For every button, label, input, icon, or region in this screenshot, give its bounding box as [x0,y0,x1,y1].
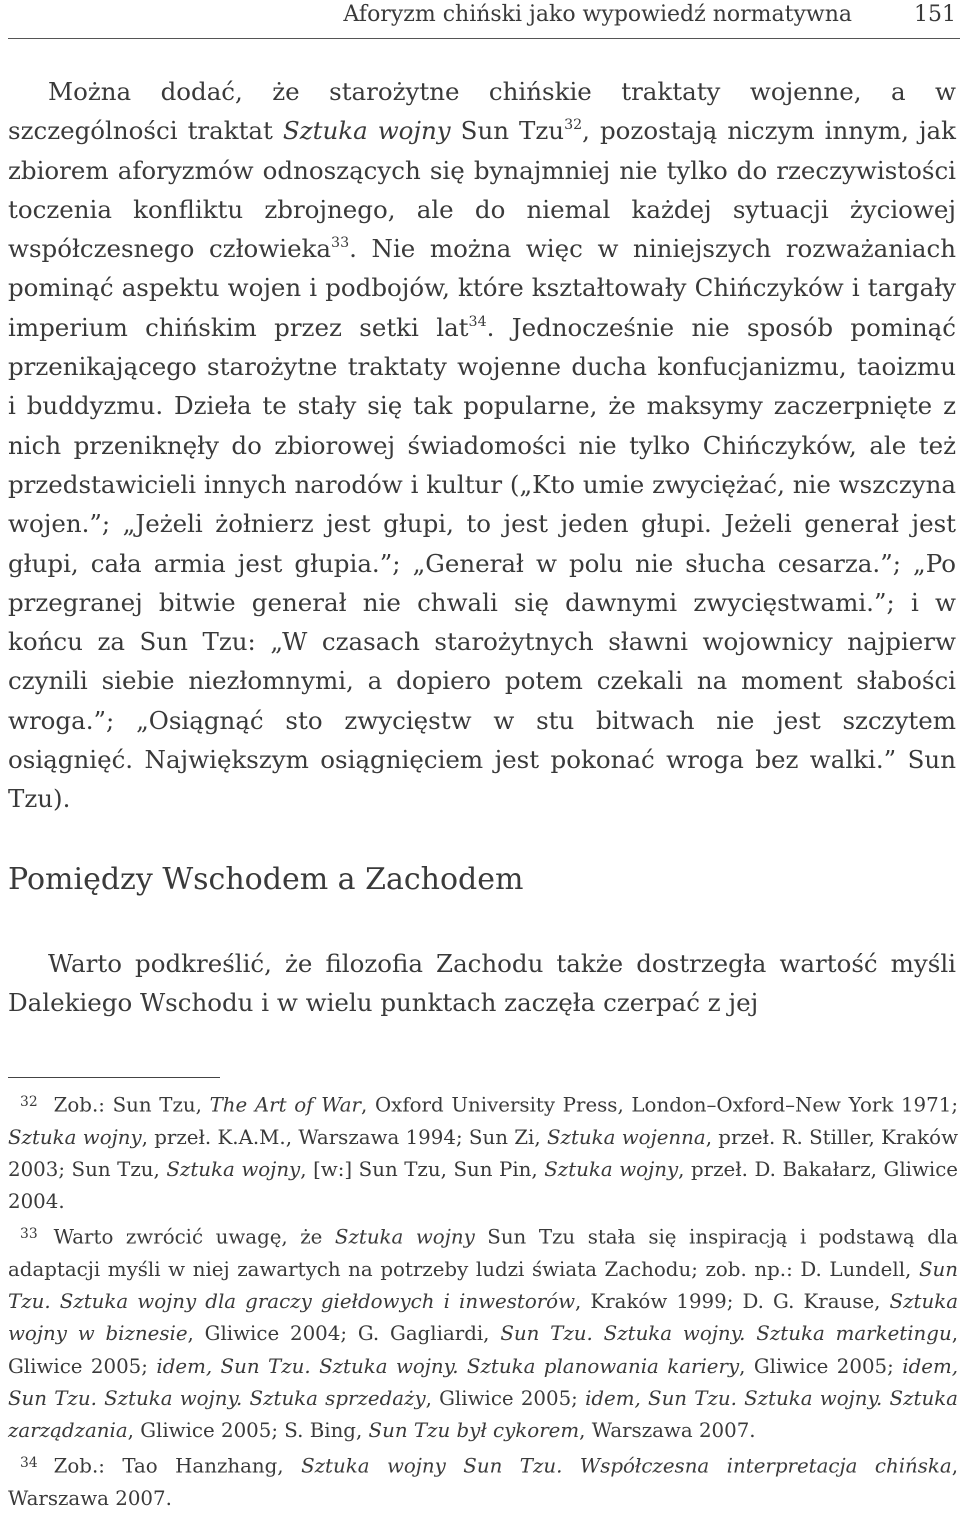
p1-text-4: . Nie można więc w niniejszych rozważaniach pominąć aspektu wojen i podbojów, które kształtowały Chińczyków i targały imperium chińskim przez setki lat [8,234,956,342]
fn-text: , przeł. R. Stiller, Kraków 2003; Sun Tzu, [8,1125,958,1181]
fn-italic: Sztuka wojny [334,1225,475,1249]
fn-text: , Oxford University Press, London–Oxford–New York 1971; [361,1093,958,1117]
fn-text: , Warszawa 2007. [8,1454,958,1511]
footnote-ref-33[interactable]: 33 [331,235,350,252]
fn-text: , Warszawa 2007. [579,1419,756,1443]
fn-italic: Sztuka wojny w biznesie [8,1290,958,1346]
p1-italic-title: Sztuka wojny [282,116,451,146]
running-title: Aforyzm chiński jako wypowiedź normatywna [343,2,852,27]
footnote-ref-34[interactable]: 34 [468,313,487,330]
fn-text: , Gliwice 2005; [8,1322,958,1378]
footnote-ref-32[interactable]: 32 [564,117,583,134]
fn-text: Zob.: Sun Tzu, [53,1093,210,1117]
footnote-separator [8,1077,220,1078]
fn-italic: idem, Sun Tzu. Sztuka wojny. Sztuka zarządzania [8,1386,958,1443]
fn-italic: Sztuka wojny [544,1157,679,1181]
footnote-34 [8,1447,958,1515]
fn-text: , [w:] Sun Tzu, Sun Pin, [300,1157,545,1181]
fn-text: , Gliwice 2004; G. Gagliardi, [187,1322,501,1346]
page-number: 151 [914,2,956,27]
fn-italic: idem, Sun Tzu. Sztuka wojny. Sztuka sprzedaży [8,1354,958,1410]
footnotes [8,1086,958,1515]
footnote-number: 34 [20,1455,38,1472]
fn-italic: Sun Tzu. Sztuka wojny dla graczy giełdowych i inwestorów [8,1258,958,1314]
footnote-32 [8,1086,958,1218]
body-paragraph-1 [8,72,956,819]
fn-text: , przeł. D. Bakałarz, Gliwice 2004. [8,1157,959,1214]
fn-italic: Sztuka wojny [166,1157,301,1181]
fn-italic: Sun Tzu. Sztuka wojny. Sztuka marketingu [500,1322,952,1346]
fn-text: Sun Tzu stała się inspiracją i podstawą dla adaptacji myśli w niej zawartych na potrzeby ludzi świata Zachodu; zob. np.: D. Lundell, [8,1225,958,1282]
fn-text: , Gliwice 2005; [425,1386,586,1410]
body-paragraph-2: Warto podkreślić, że filozofia Zachodu także dostrzegła wartość myśli Dalekiego Wschodu i w wielu punktach zaczęła czerpać z jej [8,949,956,1018]
fn-italic: Sztuka wojny Sun Tzu. Współczesna interpretacja chińska [301,1454,952,1478]
fn-italic: Sun Tzu był cykorem [368,1419,580,1443]
fn-text: , przeł. K.A.M., Warszawa 1994; Sun Zi, [141,1125,547,1149]
footnote-number: 33 [20,1226,38,1243]
p1-text-1: Można dodać, że starożytne chińskie traktaty wojenne, a w szczególności traktat [8,77,956,146]
section-heading: Pomiędzy Wschodem a Zachodem [8,862,524,897]
fn-text: Warto zwrócić uwagę, że [53,1225,335,1249]
fn-text: , Kraków 1999; D. G. Krause, [575,1290,890,1314]
footnote-number: 32 [20,1094,38,1110]
fn-text: , Gliwice 2005; [739,1354,903,1378]
fn-italic: idem, Sun Tzu. Sztuka wojny. Sztuka planowania kariery [156,1354,740,1378]
page-header [0,0,960,40]
footnote-33 [8,1218,958,1447]
fn-italic: Sztuka wojenna [546,1125,706,1149]
fn-italic: Sztuka wojny [8,1125,142,1149]
p1-text-2: Sun Tzu [450,116,565,146]
header-rule [8,38,960,39]
fn-text: Zob.: Tao Hanzhang, [53,1454,302,1478]
fn-text: , Gliwice 2005; S. Bing, [127,1419,369,1443]
p1-text-5: . Jednocześnie nie sposób pominąć przenikającego starożytne traktaty wojenne ducha konfucjanizmu, taoizmu i buddyzmu. Dzieła te stały się tak popularne, że maksymy zaczerpnięte z nich przeniknęły do zbiorowej świadomości nie tylko Chińczyków, ale też przedstawicieli innych narodów i kultur („Kto umie zwyciężać, nie wszczyna wojen.”; „Jeżeli żołnierz jest głupi, to jest jeden głupi. Jeżeli generał jest głupi, cała armia jest głupia.”; „Generał w polu nie słucha cesarza.”; „Po przegranej bitwie generał nie chwali się dawnymi zwycięstwami.”; i w końcu za Sun Tzu: „W czasach starożytnych sławni wojownicy najpierw czynili siebie niezłomnymi, a dopiero potem czekali na moment słabości wroga.”; „Osiągnąć sto zwycięstw w stu bitwach nie jest szczytem osiągnięć. Największym osiągnięciem jest pokonać wroga bez walki.” Sun Tzu). [8,312,956,814]
p1-text-3: , pozostają niczym innym, jak zbiorem aforyzmów odnoszących się bynajmniej nie tylko do rzeczywistości toczenia konfliktu zbrojnego, ale do niemal każdej sytuacji życiowej współczesnego człowieka [8,116,956,264]
fn-italic: The Art of War [209,1093,361,1117]
